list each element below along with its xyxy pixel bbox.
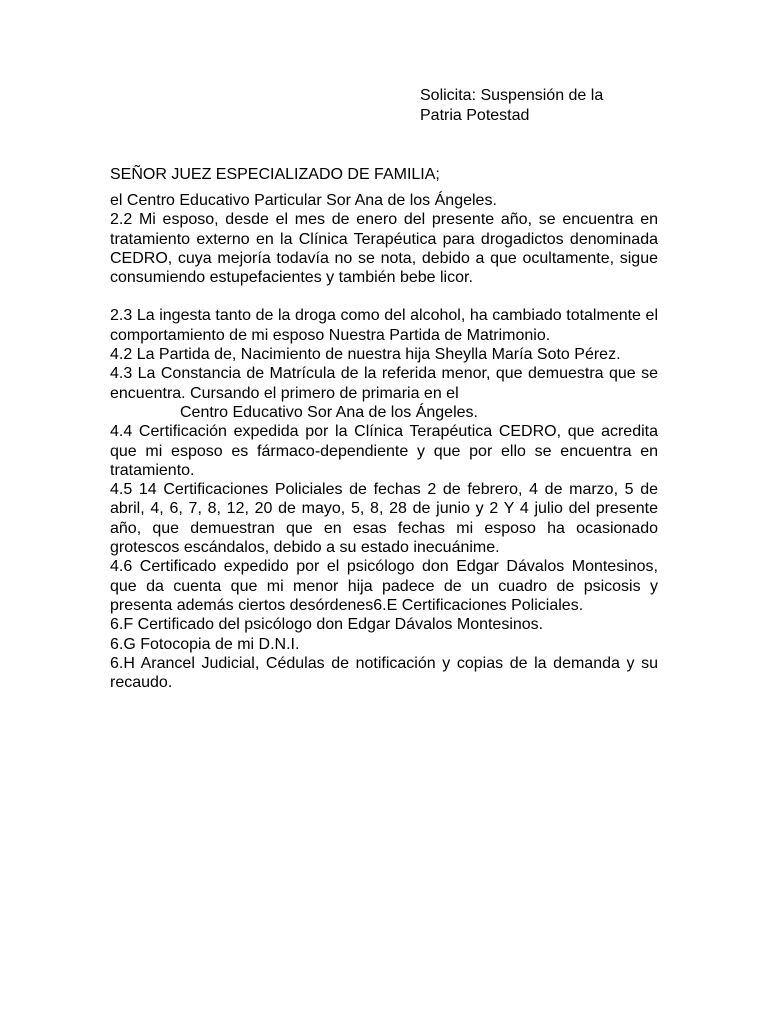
subject-line-2: Patria Potestad: [420, 107, 530, 124]
paragraph-4-3-continued: [110, 403, 658, 422]
paragraph-6-h: 6.H Arancel Judicial, Cédulas de notificación y copias de la demanda y su recaudo.: [110, 654, 658, 692]
paragraph-4-3: 4.3 La Constancia de Matrícula de la referida menor, que demuestra que se encuentra. Cursando el primero de primaria en el: [110, 365, 658, 402]
document-body: [110, 191, 658, 692]
paragraph-4-2: 4.2 La Partida de, Nacimiento de nuestra hija Sheylla María Soto Pérez.: [110, 346, 621, 364]
subject-line-1: Solicita: Suspensión de la: [420, 87, 604, 104]
paragraph-2-2: 2.2 Mi esposo, desde el mes de enero del presente año, se encuentra en tratamiento externo en la Clínica Terapéutica para drogadictos denominada CEDRO, cuya mejoría todavía no se nota, debido a que ocultamente, sigue consumiendo estupefacientes y también bebe licor.: [110, 211, 658, 287]
paragraph-2-3: 2.3 La ingesta tanto de la droga como del alcohol, ha cambiado totalmente el comportamiento de mi esposo Nuestra Partida de Matrimonio.: [110, 307, 658, 344]
paragraph-6-g: 6.G Fotocopia de mi D.N.I.: [110, 635, 300, 653]
school-name-line: Centro Educativo Sor Ana de los Ángeles.: [180, 403, 478, 421]
salutation: SEÑOR JUEZ ESPECIALIZADO DE FAMILIA;: [110, 166, 440, 183]
subject-block: [420, 86, 657, 126]
paragraph-school: el Centro Educativo Particular Sor Ana de los Ángeles.: [110, 192, 497, 209]
paragraph-4-6: 4.6 Certificado expedido por el psicólogo don Edgar Dávalos Montesinos, que da cuenta que mi menor hija padece de un cuadro de psicosis y presenta además ciertos desórdenes6.E Certificaciones Policiales.: [110, 558, 658, 614]
paragraph-4-5: 4.5 14 Certificaciones Policiales de fechas 2 de febrero, 4 de marzo, 5 de abril, 4, 6, 7, 8, 12, 20 de mayo, 5, 8, 28 de junio y 2 Y 4 julio del presente año, que demuestran que en esas fechas mi esposo ha ocasionado grotescos escándalos, debido a su estado inecuánime.: [110, 481, 658, 557]
paragraph-6-f: 6.F Certificado del psicólogo don Edgar Dávalos Montesinos.: [110, 616, 544, 634]
paragraph-4-4: 4.4 Certificación expedida por la Clínica Terapéutica CEDRO, que acredita que mi esposo es fármaco-dependiente y que por ello se encuentra en tratamiento.: [110, 423, 658, 479]
